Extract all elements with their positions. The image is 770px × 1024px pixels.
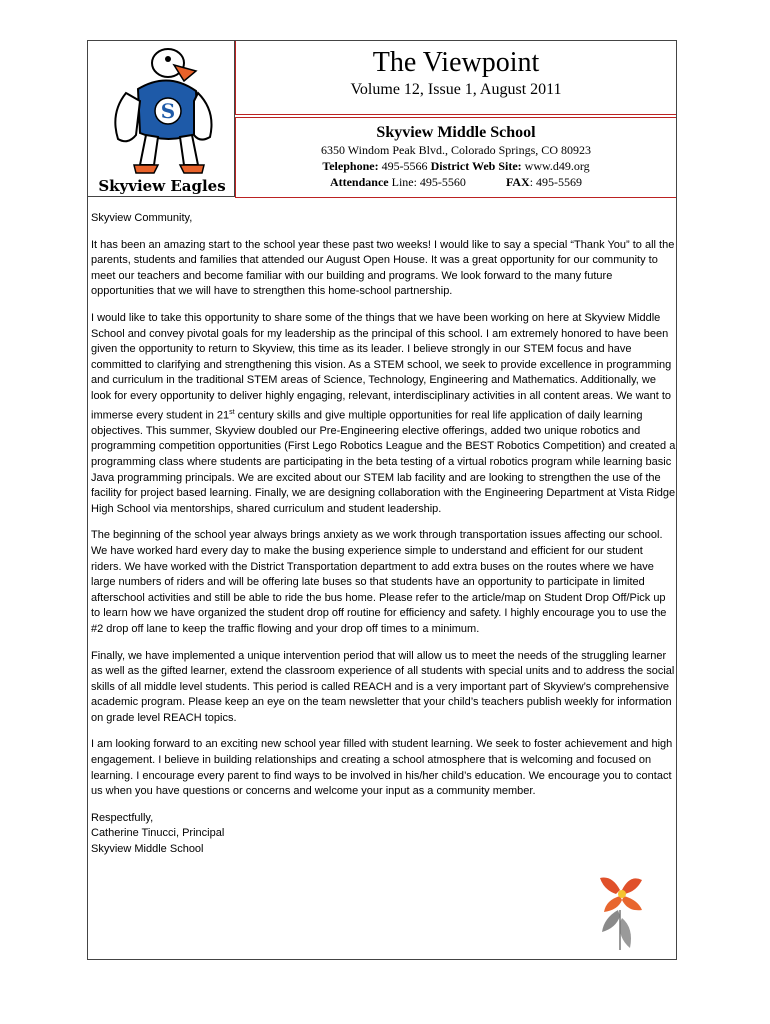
letter-greeting: Skyview Community, [91,212,193,224]
contact-line [236,158,676,174]
issue-subtitle: Volume 12, Issue 1, August 2011 [350,81,562,98]
paragraph-2-part-a: I would like to take this opportunity to share some of the things that we have been working on here at Skyview Middle School and convey pivotal goals for my leadership as the principal of this school. I am extremely honored to have been given the opportunity to return to Skyview, this time as its leader. I believe strongly in our STEM focus and have committed to clarifying and strengthening this vision. As a STEM school, we seek to provide excellence in programming and curriculum in the traditional STEM areas of Science, Technology, Engineering and Mathematics. Additionally, we look for every opportunity to deliver highly engaging, relevant, interdisciplinary activities in all content areas. We want to immerse every student in 21 [91,311,672,422]
letter-closing: Respectfully, [91,811,154,824]
mascot-letter: S [160,99,176,123]
school-name: Skyview Middle School [376,124,536,141]
paragraph-5: I am looking forward to an exciting new school year filled with student learning. We seek to foster achievement and high engagement. I believe in building relationships and creating a school atmosphere that is welcoming and focused on learning. I encourage every parent to find ways to be involved in his/her child’s education. We encourage you to contact us when you have questions or concerns and welcome your input as a community member. [91,738,673,798]
school-info-box [235,117,676,198]
fax-label: FAX [505,175,530,189]
paragraph-3: The beginning of the school year always brings anxiety as we work through transportation issues affecting our school. We have worked hard every day to make the busing experience simple to understand and efficient for our student riders. We have worked with the District Transportation department to add extra buses on the routes where we have large numbers of riders and will be offering late buses so that students have an opportunity to participate in limited afterschool activities and still be able to ride the bus home. Please refer to the article/map on Student Drop Off/Pick up to learn how we have organized the student drop off routine for efficiency and safety. I highly encourage you to use the #2 drop off lane to keep the traffic flowing and your drop off times to a minimum. [91,529,667,635]
telephone-value: 495-5566 [381,159,428,173]
hibiscus-flower-icon [590,870,650,955]
signature-school: Skyview Middle School [91,843,204,856]
superscript-st: st [229,408,235,416]
newsletter-title: The Viewpoint [372,47,540,78]
paragraph-2-part-b: century skills and give multiple opportunities for real life application of daily learning objectives. This summer, Skyview doubled our Pre-Engineering elective offerings, added two unique robotics and programming competition opportunities (First Lego Robotics League and the BEST Robotics Competition) and created a programming class where students are participating in the beta testing of a virtual robotics program while learning basic Java programming principals. We are excited about our STEM lab facility and are looking to strengthen the use of the facility for project based learning. Finally, we are designing collaboration with the Engineering Department at Vista Ridge High School via mentorships, shared curriculum and student leadership. [91,409,676,515]
paragraph-4: Finally, we have implemented a unique intervention period that will allow us to meet the needs of the struggling learner as well as the gifted learner, extend the classroom experience of all students with special units and to address the social skills of all middle level students. This period is called REACH and is a very important part of Skyview’s comprehensive academic program. Please keep an eye on the team newsletter that your child’s teachers publish weekly for information on grade level REACH topics. [91,649,675,724]
telephone-label: Telephone: [322,159,379,173]
logo-box [88,41,235,197]
logo-text: Skyview Eagles [98,177,226,195]
paragraph-1: It has been an amazing start to the school year these past two weeks! I would like to say a special “Thank You” to all the parents, students and families that attended our August Open House. It was a great opportunity for our community to meet our teachers and become familiar with our building and programs. We look forward to the many future opportunities that we will have to strengthen this home-school partnership. [91,238,675,298]
attendance-line [236,174,676,190]
masthead [235,41,676,115]
signature-name: Catherine Tinucci, Principal [91,827,225,840]
fax-value: : 495-5569 [529,175,583,189]
letter-body [91,211,676,858]
eagle-mascot-logo [88,41,234,181]
website-label: District Web Site: [430,159,522,173]
school-address: 6350 Windom Peak Blvd., Colorado Springs, CO 80923 [321,143,591,157]
paragraph-2 [91,311,676,517]
website-value[interactable]: www.d49.org [524,159,590,173]
attendance-label: Attendance [329,175,389,189]
attendance-value: Line: 495-5560 [391,175,466,189]
